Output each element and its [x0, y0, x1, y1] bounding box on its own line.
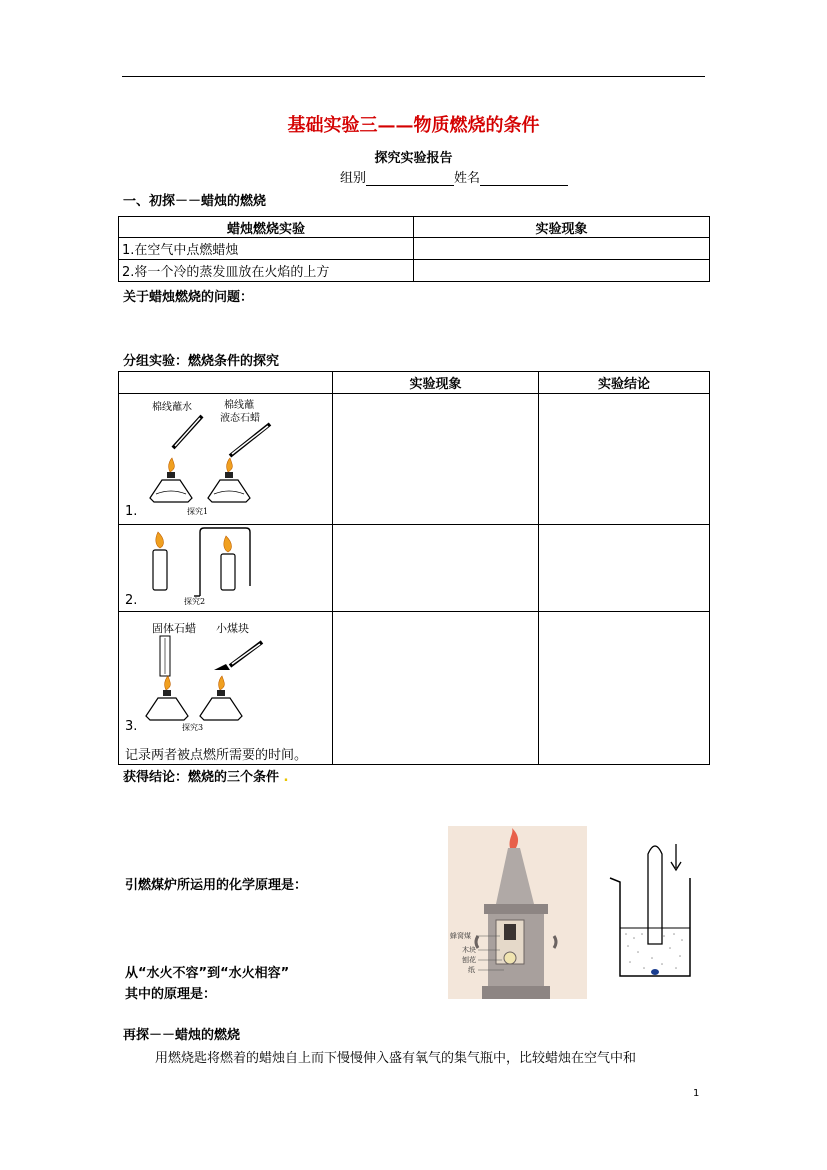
candle-table — [118, 216, 710, 282]
stove-label-wood: 木块 — [462, 946, 476, 954]
row3-number: 3. — [125, 719, 138, 734]
group-label: 组别 — [340, 171, 367, 186]
table2-row1-phenomenon[interactable] — [333, 394, 539, 525]
burner-right — [208, 458, 250, 502]
row2-number: 2. — [125, 593, 138, 608]
conclusion-label — [123, 766, 289, 785]
table1-header-phenomenon: 实验现象 — [414, 217, 710, 238]
name-blank[interactable] — [480, 171, 568, 186]
questions-label: 关于蜡烛燃烧的问题： — [123, 290, 254, 305]
experiment1-figure — [140, 396, 290, 522]
section1-heading: 一、初探－－蜡烛的燃烧 — [123, 194, 267, 209]
experiment3-figure — [140, 616, 290, 736]
table2-row3-conclusion[interactable] — [539, 612, 710, 765]
group-name-line — [340, 167, 568, 186]
group-blank[interactable] — [366, 171, 454, 186]
coal-stove-figure — [448, 826, 587, 999]
table2-header-conclusion: 实验结论 — [539, 372, 710, 394]
table1-header-experiment: 蜡烛燃烧实验 — [119, 217, 414, 238]
exp3-label-b: 小煤块 — [216, 622, 249, 635]
table2-row1-conclusion[interactable] — [539, 394, 710, 525]
conclusion-text: 获得结论：燃烧的三个条件 — [123, 770, 280, 785]
page-title: 基础实验三——物质燃烧的条件 — [287, 115, 540, 136]
beaker-figure — [604, 838, 696, 984]
section3-heading: 再探－－蜡烛的燃烧 — [123, 1028, 241, 1043]
table2-row2-phenomenon[interactable] — [333, 525, 539, 612]
table1-row2-phenomenon[interactable] — [414, 260, 710, 282]
row3-note: 记录两者被点燃所需要的时间。 — [125, 748, 308, 763]
exp1-label-b2: 液态石蜡 — [220, 413, 260, 424]
exp1-label-b1: 棉线蘸 — [224, 400, 254, 411]
table2-row3-phenomenon[interactable] — [333, 612, 539, 765]
table1-row1-experiment: 1.在空气中点燃蜡烛 — [119, 238, 414, 260]
water-fire-line2: 其中的原理是： — [125, 987, 217, 1002]
table2-row2-conclusion[interactable] — [539, 525, 710, 612]
exp1-caption: 探究1 — [187, 507, 209, 516]
burner-left-3 — [146, 676, 188, 720]
name-label: 姓名 — [454, 171, 481, 186]
stove-label-honeycomb: 蜂窝煤 — [450, 932, 471, 940]
table1-row1-phenomenon[interactable] — [414, 238, 710, 260]
exp3-label-a: 固体石蜡 — [152, 622, 196, 635]
exp2-caption: 探究2 — [184, 597, 206, 606]
stove-question: 引燃煤炉所运用的化学原理是： — [125, 878, 308, 893]
table2-header-blank — [119, 372, 333, 394]
burner-left — [150, 458, 192, 502]
header-rule — [122, 76, 705, 77]
section2-heading: 分组实验：燃烧条件的探究 — [123, 354, 280, 369]
row1-number: 1. — [125, 504, 138, 519]
table1-row2-experiment: 2.将一个冷的蒸发皿放在火焰的上方 — [119, 260, 414, 282]
exp1-label-a: 棉线蘸水 — [152, 402, 192, 413]
table2-header-phenomenon: 实验现象 — [333, 372, 539, 394]
stove-label-shavings: 刨花 — [462, 956, 476, 964]
water-fire-line1: 从“水火不容”到“水火相容” — [125, 966, 290, 981]
exp3-caption: 探究3 — [182, 723, 204, 732]
page-subtitle: 探究实验报告 — [374, 151, 453, 166]
conclusion-dot: . — [283, 770, 289, 785]
burner-right-3 — [200, 676, 242, 720]
experiment2-figure — [140, 526, 270, 610]
stove-label-paper: 纸 — [468, 966, 475, 974]
page-number: 1 — [693, 1088, 700, 1099]
section3-text: 用燃烧匙将燃着的蜡烛自上而下慢慢伸入盛有氧气的集气瓶中，比较蜡烛在空气中和 — [155, 1051, 637, 1066]
